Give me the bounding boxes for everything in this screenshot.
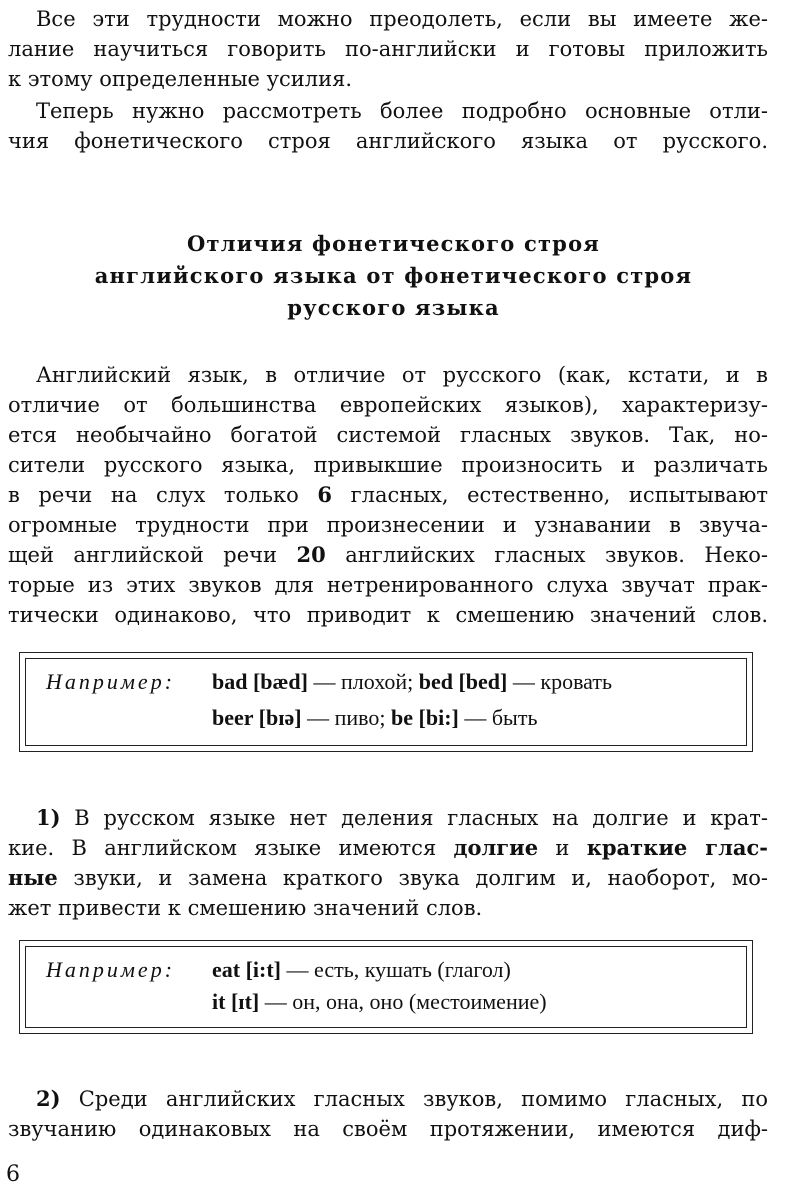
text-line xyxy=(8,480,768,510)
body-paragraph xyxy=(8,360,768,630)
example-row xyxy=(212,701,537,735)
translation: — пиво; xyxy=(301,705,392,730)
text-fragment: Среди английских гласных звуков, помимо гласных, по xyxy=(60,1087,768,1111)
text-line: Теперь нужно рассмотреть более подробно основные отли- xyxy=(36,99,768,123)
text-line: чия фонетического строя английского языка от русского. xyxy=(8,129,768,153)
text-line xyxy=(8,540,768,570)
text-fragment: в речи на слух только xyxy=(8,483,318,507)
translation: — есть, кушать (глагол) xyxy=(281,957,511,982)
text-line: Все эти трудности можно преодолеть, если вы имеете же- xyxy=(36,7,768,31)
text-fragment: английских гласных звуков. Неко- xyxy=(325,543,768,567)
english-word: be [bi:] xyxy=(391,705,459,730)
text-line: сители русского языка, привыкшие произносить и различать xyxy=(8,453,768,477)
text-line xyxy=(8,833,768,863)
heading-line: русского языка xyxy=(287,295,500,320)
point-2-paragraph xyxy=(8,1084,768,1144)
page-number: 6 xyxy=(6,1162,20,1187)
text-fragment: и xyxy=(538,836,587,860)
translation: — плохой; xyxy=(307,669,419,694)
heading-line: Отличия фонетического строя xyxy=(186,231,600,256)
number-twenty: 20 xyxy=(296,542,326,567)
example-box-2 xyxy=(19,940,753,1034)
text-line: Английский язык, в отличие от русского (как, кстати, и в xyxy=(36,363,768,387)
text-fragment: звуки, и замена краткого звука долгим и, наоборот, мо- xyxy=(57,866,768,890)
text-line: отличие от большинства европейских языков), характеризу- xyxy=(8,393,768,417)
intro-paragraph-1 xyxy=(8,4,768,94)
english-word: eat [i:t] xyxy=(212,957,282,982)
text-line xyxy=(8,803,768,833)
text-line: к этому определенные усилия. xyxy=(8,67,353,91)
example-box-1 xyxy=(19,652,753,752)
example-row xyxy=(212,985,547,1019)
english-word: beer [bɪə] xyxy=(212,705,302,730)
example-label: Например: xyxy=(46,957,176,982)
example-row xyxy=(46,665,612,699)
english-word: bed [bed] xyxy=(418,669,508,694)
text-line: торые из этих звуков для нетренированного слуха звучат прак- xyxy=(8,573,768,597)
text-fragment: щей английской речи xyxy=(8,543,297,567)
bold-term: ные xyxy=(8,865,58,890)
bold-term: краткие глас- xyxy=(586,835,768,860)
translation: — он, она, оно (местоимение) xyxy=(259,989,547,1014)
text-line xyxy=(8,863,768,893)
example-row xyxy=(46,953,511,987)
point-number: 2) xyxy=(36,1086,61,1111)
text-line: звучанию одинаковых на своём протяжении, имеются диф- xyxy=(8,1117,768,1141)
text-line: огромные трудности при произнесении и узнавании в звуча- xyxy=(8,513,768,537)
section-heading xyxy=(0,228,787,324)
example-label: Например: xyxy=(46,669,176,694)
heading-line: английского языка от фонетического строя xyxy=(94,263,693,288)
english-word: bad [bæd] xyxy=(212,669,308,694)
text-line: ется необычайно богатой системой гласных звуков. Так, но- xyxy=(8,423,768,447)
intro-paragraph-2 xyxy=(8,96,768,156)
text-line: лание научиться говорить по-английски и готовы приложить xyxy=(8,37,768,61)
point-1-paragraph xyxy=(8,803,768,923)
translation: — быть xyxy=(458,705,538,730)
number-six: 6 xyxy=(317,482,332,507)
point-number: 1) xyxy=(36,805,61,830)
english-word: it [ɪt] xyxy=(212,989,260,1014)
text-line: жет привести к смешению значений слов. xyxy=(8,896,483,920)
text-line xyxy=(8,1084,768,1114)
text-fragment: гласных, естественно, испытывают xyxy=(332,483,768,507)
text-fragment: В русском языке нет деления гласных на долгие и крат- xyxy=(60,806,768,830)
bold-term: долгие xyxy=(453,835,539,860)
text-fragment: кие. В английском языке имеются xyxy=(8,836,454,860)
translation: — кровать xyxy=(507,669,613,694)
text-line: тически одинаково, что приводит к смешению значений слов. xyxy=(8,603,768,627)
